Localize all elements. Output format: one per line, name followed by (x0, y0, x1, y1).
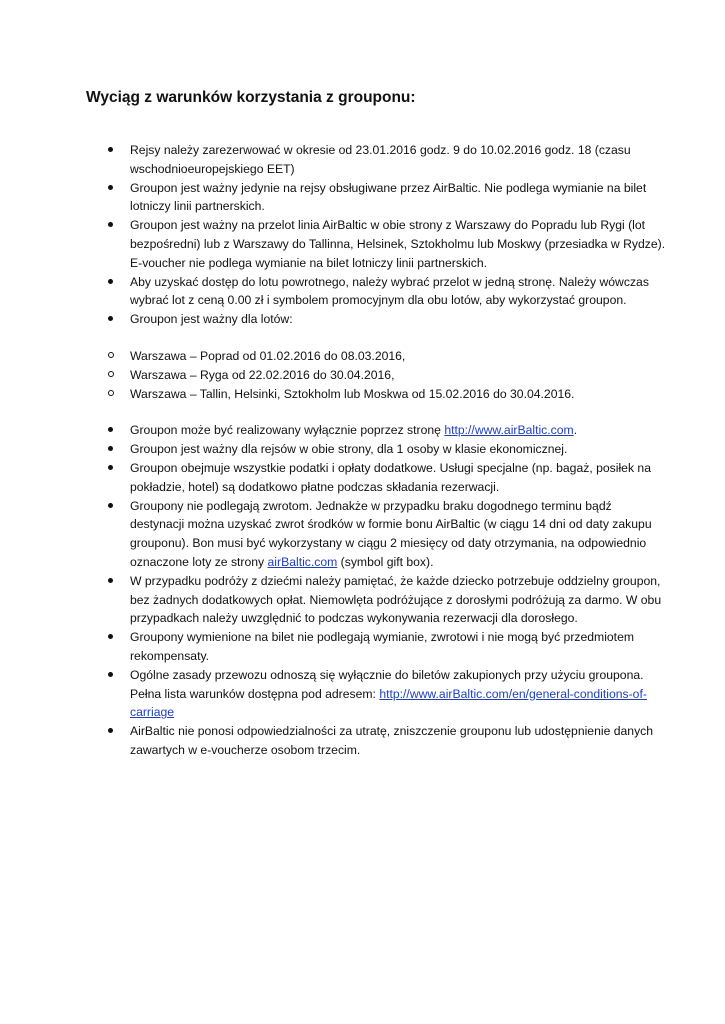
bullet-disc-icon (108, 310, 122, 329)
bullet-disc-icon (108, 666, 122, 685)
bullet-disc-icon (108, 497, 122, 516)
list-item-text: Groupon jest ważny dla rejsów w obie strony, dla 1 osoby w klasie ekonomicznej. (130, 442, 568, 457)
list-item-text: . (573, 423, 578, 438)
list-item-text: (symbol gift box). (337, 554, 434, 569)
document-title: Wyciąg z warunków korzystania z grouponu: (86, 89, 416, 106)
list-item (108, 572, 668, 628)
list-item (108, 722, 668, 760)
flight-route-item (108, 366, 668, 385)
list-item (108, 628, 668, 666)
document-content (108, 141, 668, 760)
list-item (108, 421, 668, 440)
bullet-disc-icon (108, 628, 122, 647)
airbaltic-short-link[interactable]: airBaltic.com (267, 554, 338, 569)
terms-list-primary (108, 141, 668, 329)
list-item-text: Groupony wymienione na bilet nie podlegają wymianie, zwrotowi i nie mogą być przedmiotem rekompensaty. (130, 630, 635, 663)
bullet-circle-icon (108, 366, 122, 385)
bullet-circle-icon (108, 347, 122, 366)
terms-list-secondary (108, 421, 668, 759)
list-item (108, 179, 668, 217)
list-item-text: W przypadku podróży z dziećmi należy pamiętać, że każde dziecko potrzebuje oddzielny groupon, bez żadnych dodatkowych opłat. Niemowlęta podróżujące z dorosłymi podróżują za darmo. W obu przypadkach należy uwzględnić to podczas wykonywania rezerwacji dla dorosłego. (130, 573, 662, 626)
list-item-text: Groupon jest ważny na przelot linia AirBaltic w obie strony z Warszawy do Popradu lub Rygi (lot bezpośredni) lub z Warszawy do Tallinna, Helsinek, Sztokholmu lub Moskwy (przesiadka w Rydze). E-voucher nie podlega wymianie na bilet lotniczy linii partnerskich. (130, 218, 666, 270)
bullet-circle-icon (108, 385, 122, 404)
bullet-disc-icon (108, 216, 122, 235)
list-item (108, 141, 668, 179)
list-item-text: Aby uzyskać dostęp do lotu powrotnego, należy wybrać przelot w jedną stronę. Należy wówczas wybrać lot z ceną 0.00 zł i symbolem promocyjnym dla obu lotów, aby wykorzystać groupon. (130, 274, 649, 308)
list-item (108, 459, 668, 497)
flight-routes-list (108, 347, 668, 403)
list-item (108, 310, 668, 329)
list-item-text: Groupon może być realizowany wyłącznie poprzez stronę (130, 423, 445, 438)
airbaltic-link[interactable]: http://www.airBaltic.com (444, 423, 574, 438)
bullet-disc-icon (108, 459, 122, 478)
spacer (108, 329, 668, 347)
conditions-of-carriage-link[interactable]: http://www.airBaltic.com/en/general-conditions-of-carriage (130, 686, 647, 720)
list-item-text: Groupon jest ważny jedynie na rejsy obsługiwane przez AirBaltic. Nie podlega wymianie na bilet lotniczy linii partnerskich. (130, 180, 647, 214)
list-item (108, 666, 668, 722)
bullet-disc-icon (108, 421, 122, 440)
flight-route-text: Warszawa – Poprad od 01.02.2016 do 08.03.2016, (130, 348, 406, 363)
bullet-disc-icon (108, 273, 122, 292)
list-item-text: Groupony nie podlegają zwrotom. Jednakże w przypadku braku dogodnego terminu bądź destynacji można uzyskać zwrot środków w formie bonu AirBaltic (w ciągu 14 dni od daty zakupu grouponu). Bon musi być wykorzystany w ciągu 2 miesięcy od daty otrzymania, na odpowiednio oznaczone loty ze strony (130, 498, 652, 569)
bullet-disc-icon (108, 179, 122, 198)
list-item-text: Groupon obejmuje wszystkie podatki i opłaty dodatkowe. Usługi specjalne (np. bagaż, posiłek na pokładzie, hotel) są dodatkowo płatne podczas składania rezerwacji. (130, 460, 651, 494)
flight-route-item (108, 347, 668, 366)
list-item (108, 216, 668, 272)
flight-route-item (108, 385, 668, 404)
bullet-disc-icon (108, 440, 122, 459)
list-item (108, 497, 668, 572)
list-item (108, 273, 668, 311)
flight-route-text: Warszawa – Tallin, Helsinki, Sztokholm lub Moskwa od 15.02.2016 do 30.04.2016. (130, 386, 575, 401)
list-item-text: Ogólne zasady przewozu odnoszą się wyłącznie do biletów zakupionych przy użyciu groupona. Pełna lista warunków dostępna pod adresem: (130, 667, 644, 701)
list-item-text: Rejsy należy zarezerwować w okresie od 23.01.2016 godz. 9 do 10.02.2016 godz. 18 (czasu wschodnioeuropejskiego EET) (130, 143, 631, 176)
flight-route-text: Warszawa – Ryga od 22.02.2016 do 30.04.2016, (130, 367, 395, 382)
bullet-disc-icon (108, 141, 122, 160)
list-item (108, 440, 668, 459)
bullet-disc-icon (108, 572, 122, 591)
bullet-disc-icon (108, 722, 122, 741)
spacer (108, 403, 668, 421)
list-item-text: Groupon jest ważny dla lotów: (130, 312, 293, 327)
list-item-text: AirBaltic nie ponosi odpowiedzialności za utratę, zniszczenie grouponu lub udostępnienie danych zawartych w e-voucherze osobom trzecim. (130, 724, 654, 757)
